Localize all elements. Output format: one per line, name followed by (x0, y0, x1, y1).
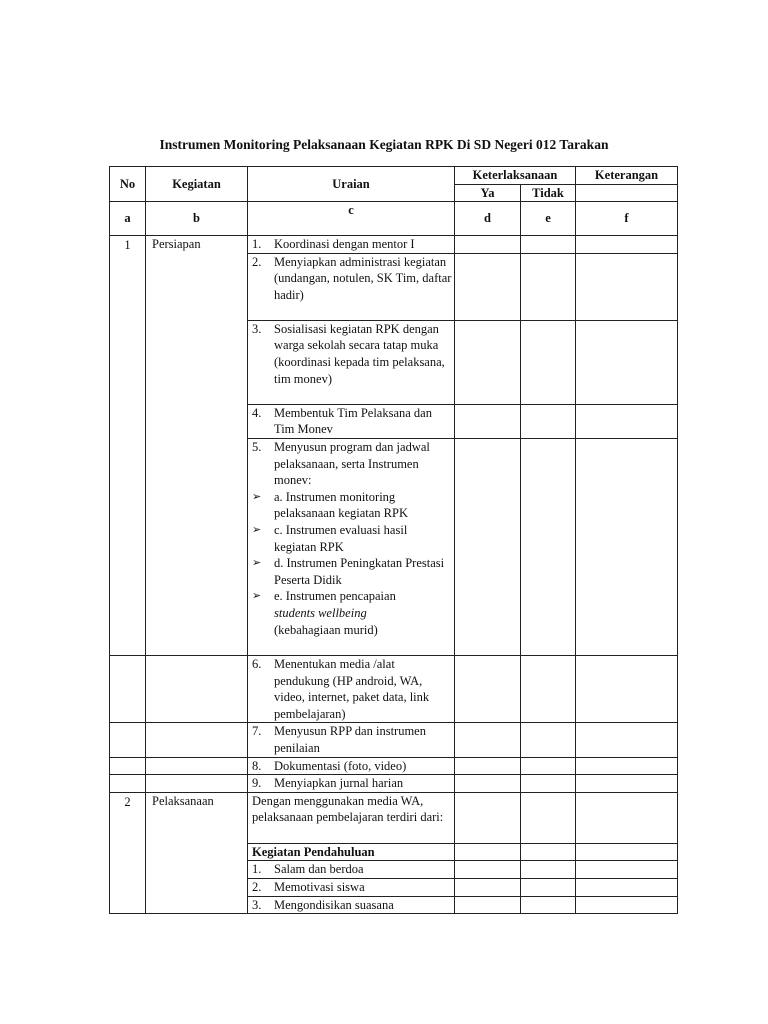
row-no: 1 (110, 236, 146, 656)
header-keterangan-empty (576, 184, 678, 202)
letter-d: d (455, 202, 521, 236)
list-item: 2. Memotivasi siswa (252, 879, 365, 894)
list-item: 3. Sosialisasi kegiatan RPK dengan warga sekolah secara tatap muka (koordinasi kepada tim pelaksana, tim monev) (252, 321, 445, 386)
table-row (110, 757, 678, 775)
arrow-icon: ➢ (252, 523, 262, 536)
arrow-icon: ➢ (252, 590, 262, 603)
header-uraian: Uraian (248, 167, 455, 202)
row-kegiatan: Pelaksanaan (146, 792, 248, 913)
letter-a: a (110, 202, 146, 236)
arrow-icon: ➢ (252, 490, 262, 503)
table-row (110, 655, 678, 722)
header-keterangan: Keterangan (576, 167, 678, 185)
sub-item-prestasi: ➢ d. Instrumen Peningkatan Prestasi Peserta Didik (252, 556, 445, 587)
list-item: 4. Membentuk Tim Pelaksana dan Tim Monev (252, 405, 432, 437)
table-row (110, 236, 678, 254)
list-item: 7. Menyusun RPP dan instrumen penilaian (252, 724, 426, 755)
table-row (110, 775, 678, 793)
table-row (110, 792, 678, 843)
list-item: 1. Koordinasi dengan mentor I (252, 237, 415, 252)
list-item: 1. Salam dan berdoa (252, 862, 364, 877)
pelaksanaan-intro: Dengan menggunakan media WA, pelaksanaan pembelajaran terdiri dari: (248, 792, 455, 843)
header-kegiatan: Kegiatan (146, 167, 248, 202)
letter-f: f (576, 202, 678, 236)
header-no: No (110, 167, 146, 202)
letter-b: b (146, 202, 248, 236)
monitoring-table (109, 166, 678, 914)
sub-item-evaluasi: ➢ c. Instrumen evaluasi hasil kegiatan RPK (252, 522, 408, 554)
table-row (110, 723, 678, 757)
header-ya: Ya (455, 184, 521, 202)
list-item: 8. Dokumentasi (foto, video) (252, 758, 407, 773)
subheading: Kegiatan Pendahuluan (248, 843, 455, 861)
list-item: 6. Menentukan media /alat pendukung (HP android, WA, video, internet, paket data, link pembelajaran) (252, 656, 430, 721)
list-item: 9. Menyiapkan jurnal harian (252, 776, 404, 791)
list-item: 2. Menyiapkan administrasi kegiatan (undangan, notulen, SK Tim, daftar hadir) (252, 254, 452, 302)
header-tidak: Tidak (521, 184, 576, 202)
list-item: 5. Menyusun program dan jadwal pelaksanaan, serta Instrumen monev: (252, 439, 430, 488)
header-keterlaksanaan: Keterlaksanaan (455, 167, 576, 185)
row-kegiatan: Persiapan (146, 236, 248, 656)
list-item: 3. Mengondisikan suasana (252, 897, 394, 912)
arrow-icon: ➢ (252, 557, 262, 570)
document-title: Instrumen Monitoring Pelaksanaan Kegiatan RPK Di SD Negeri 012 Tarakan (159, 137, 609, 152)
letter-c: c (248, 202, 455, 236)
letter-e: e (521, 202, 576, 236)
row-no: 2 (110, 792, 146, 913)
sub-item-monitoring: ➢ a. Instrumen monitoring pelaksanaan kegiatan RPK (252, 489, 408, 521)
sub-item-wellbeing: ➢ e. Instrumen pencapaian students wellbeing (kebahagiaan murid) (252, 589, 396, 637)
